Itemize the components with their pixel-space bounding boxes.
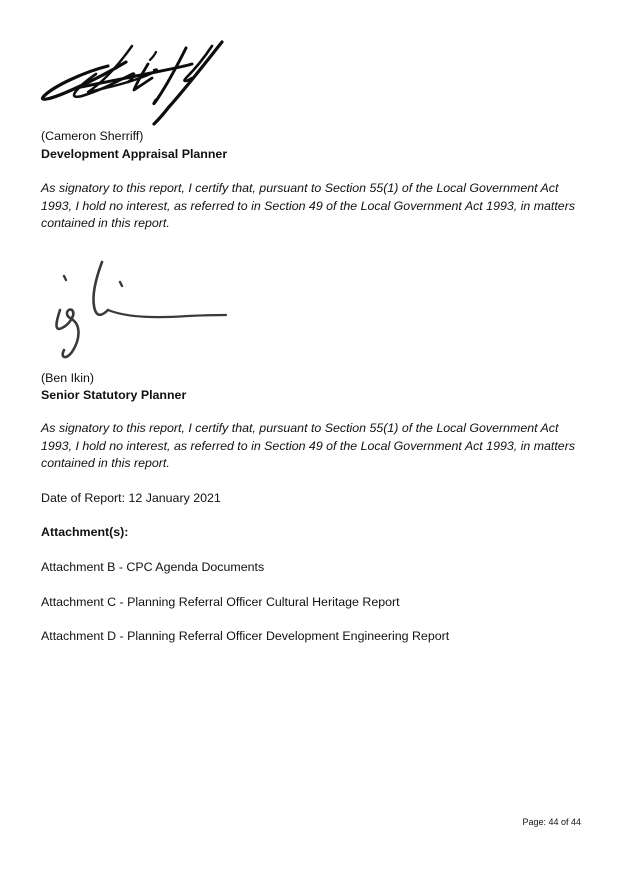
signatory-name: (Ben Ikin): [41, 371, 95, 385]
certification-statement: As signatory to this report, I certify that, pursuant to Section 55(1) of the Local Government Act 1993, I hold no interest, as referred to in Section 49 of the Local Government Act 1993, in matters contained in this report.: [41, 181, 576, 230]
signature-ben-ikin: [48, 258, 238, 366]
attachments-heading: Attachment(s):: [41, 525, 129, 539]
certification-statement: As signatory to this report, I certify that, pursuant to Section 55(1) of the Local Government Act 1993, I hold no interest, as referred to in Section 49 of the Local Government Act 1993, in matters contained in this report.: [41, 421, 576, 470]
signatory-title: Senior Statutory Planner: [41, 388, 187, 402]
attachment-item: Attachment B - CPC Agenda Documents: [41, 560, 265, 574]
signature-cameron-sherriff: [36, 38, 236, 128]
report-date: Date of Report: 12 January 2021: [41, 491, 221, 505]
page-number: Page: 44 of 44: [522, 817, 581, 827]
signatory-name: (Cameron Sherriff): [41, 129, 144, 143]
attachment-item: Attachment D - Planning Referral Officer Development Engineering Report: [41, 629, 450, 643]
attachment-item: Attachment C - Planning Referral Officer Cultural Heritage Report: [41, 595, 400, 609]
signatory-title: Development Appraisal Planner: [41, 147, 228, 161]
